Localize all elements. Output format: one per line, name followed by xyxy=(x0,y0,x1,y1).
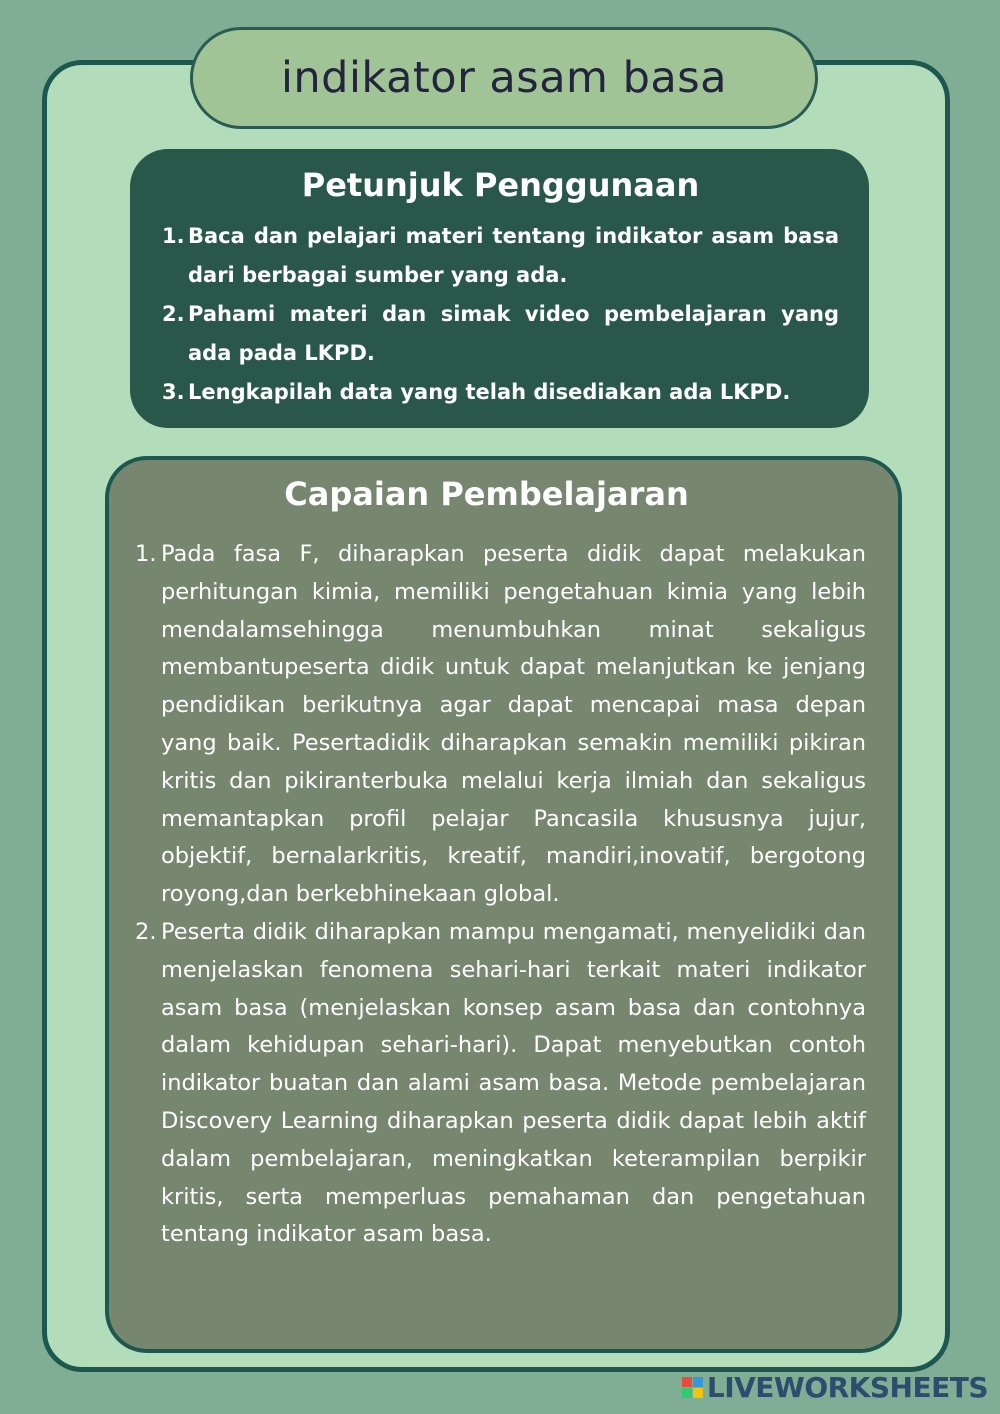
list-number: 1. xyxy=(162,224,185,248)
list-item xyxy=(162,217,839,295)
page-title: indikator asam basa xyxy=(280,53,727,103)
capaian-list xyxy=(135,536,866,1254)
list-item xyxy=(162,295,839,373)
capaian-section xyxy=(105,456,902,1353)
list-text: Pada fasa F, diharapkan peserta didik dapat melakukan perhitungan kimia, memiliki pengetahuan kimia yang lebih mendalamsehingga menumbuhkan minat sekaligus membantupeserta didik untuk dapat melanjutkan ke jenjang pendidikan berikutnya agar dapat mencapai masa depan yang baik. Pesertadidik diharapkan semakin memiliki pikiran kritis dan pikiranterbuka melalui kerja ilmiah dan sekaligus memantapkan profil pelajar Pancasila khususnya jujur, objektif, bernalarkritis, kreatif, mandiri,inovatif, bergotong royong,dan berkebhinekaan global. xyxy=(161,541,866,908)
liveworksheets-watermark xyxy=(682,1371,988,1404)
petunjuk-section xyxy=(130,149,869,428)
petunjuk-list xyxy=(162,217,839,412)
list-number: 3. xyxy=(162,380,185,404)
list-text: Lengkapilah data yang telah disediakan ada LKPD. xyxy=(188,380,791,404)
list-number: 2. xyxy=(135,918,157,945)
list-number: 2. xyxy=(162,302,185,326)
list-item xyxy=(135,536,866,914)
list-text: Peserta didik diharapkan mampu mengamati, menyelidiki dan menjelaskan fenomena sehari-hari terkait materi indikator asam basa (menjelaskan konsep asam basa dan contohnya dalam kehidupan sehari-hari). Dapat menyebutkan contoh indikator buatan dan alami asam basa. Metode pembelajaran Discovery Learning diharapkan peserta didik dapat lebih aktif dalam pembelajaran, meningkatkan keterampilan berpikir kritis, serta memperluas pemahaman dan pengetahuan tentang indikator asam basa. xyxy=(161,918,866,1248)
capaian-heading: Capaian Pembelajaran xyxy=(284,475,689,513)
list-text: Pahami materi dan simak video pembelajaran yang ada pada LKPD. xyxy=(188,302,839,365)
title-pill xyxy=(190,27,818,129)
list-text: Baca dan pelajari materi tentang indikator asam basa dari berbagai sumber yang ada. xyxy=(188,224,839,287)
list-item xyxy=(162,373,839,412)
liveworksheets-brand: LIVEWORKSHEETS xyxy=(706,1371,988,1404)
petunjuk-heading: Petunjuk Penggunaan xyxy=(301,166,700,204)
list-item xyxy=(135,914,866,1254)
list-number: 1. xyxy=(135,541,157,567)
liveworksheets-logo-icon xyxy=(682,1377,703,1398)
